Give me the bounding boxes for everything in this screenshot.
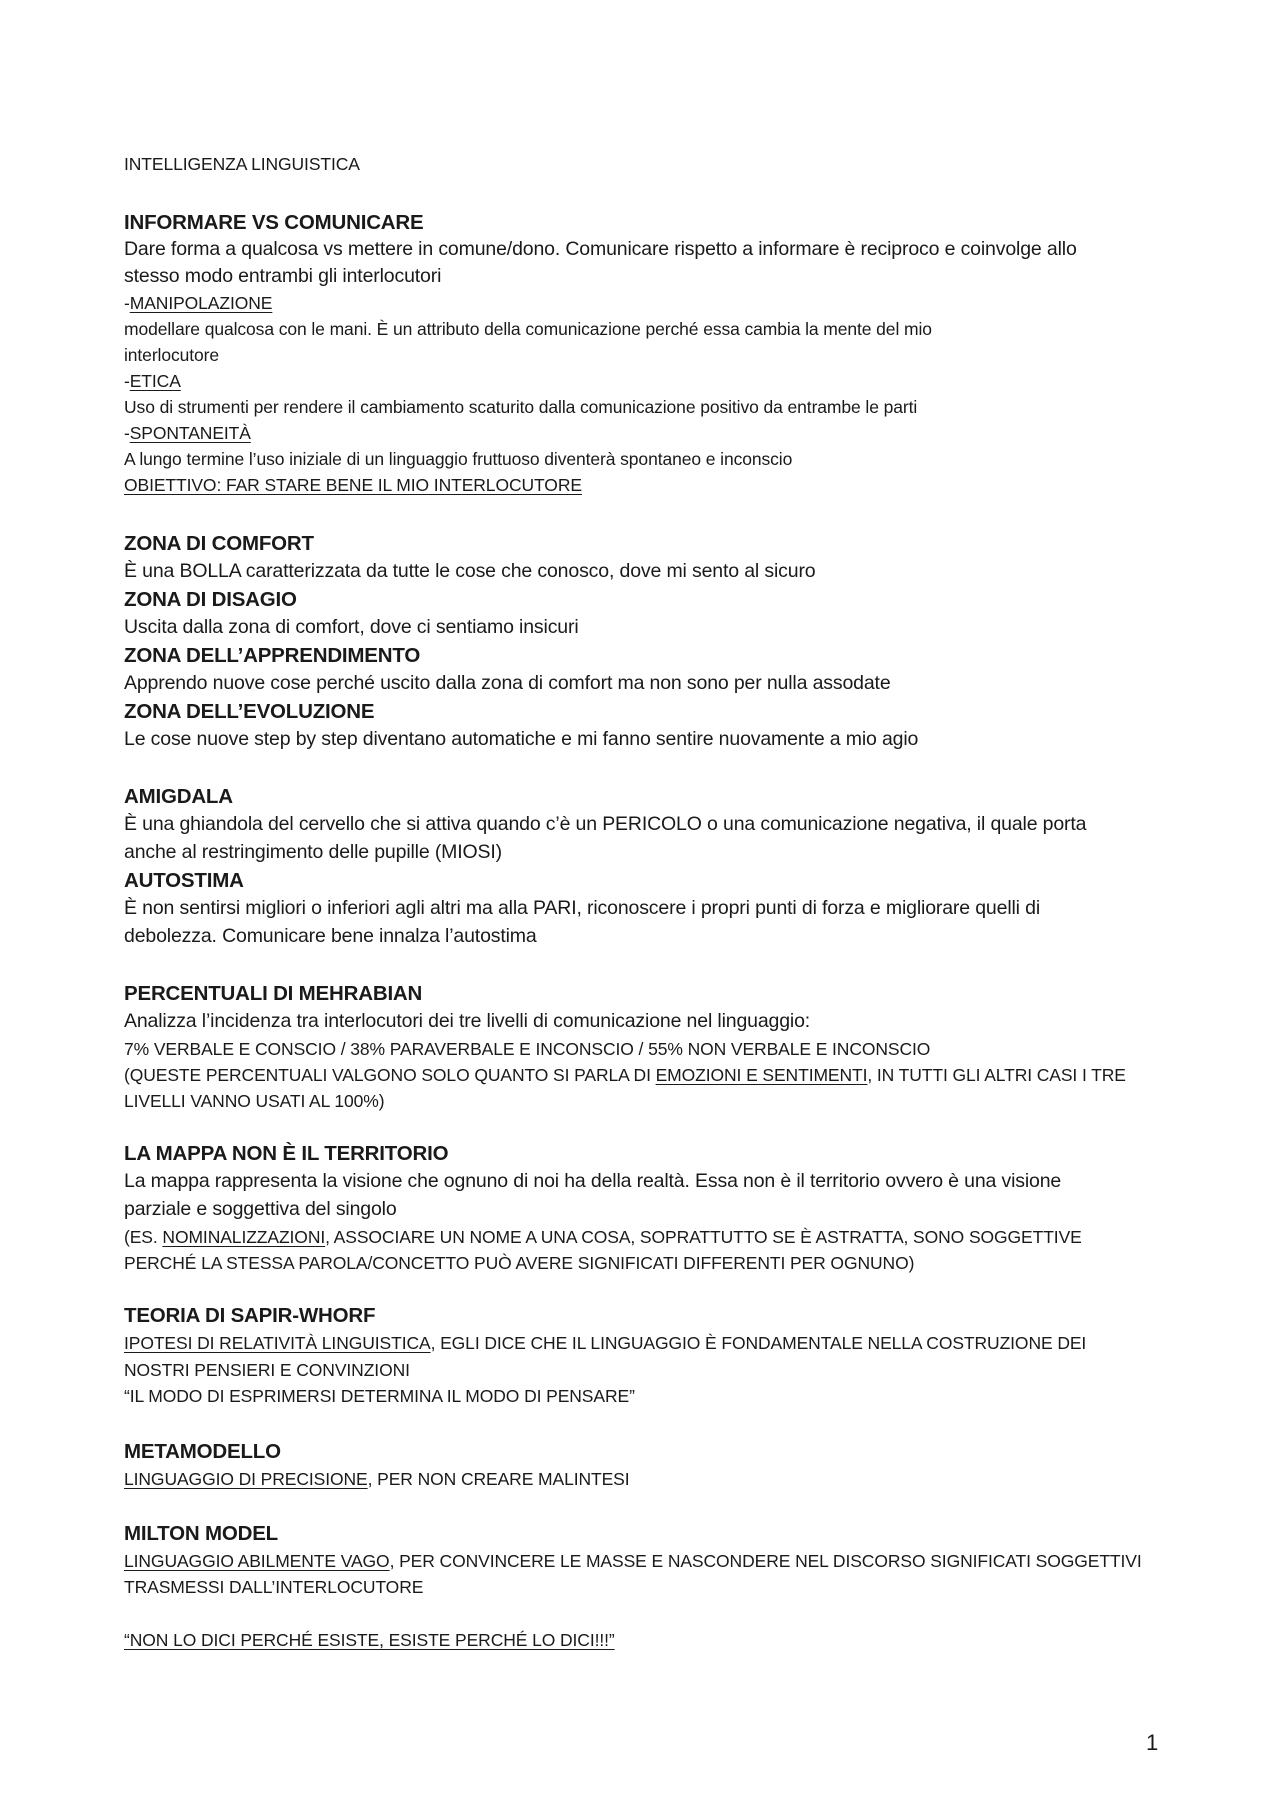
paragraph-line [124, 1333, 1086, 1354]
underlined-term: LINGUAGGIO ABILMENTE VAGO [124, 1551, 390, 1571]
heading-zona-apprendimento: ZONA DELL’APPRENDIMENTO [124, 644, 421, 667]
paragraph-line [124, 1227, 1082, 1248]
paragraph-line: Le cose nuove step by step diventano automatiche e mi fanno sentire nuovamente a mio agio [124, 728, 919, 750]
dash: - [124, 293, 130, 313]
underlined-term: ETICA [129, 371, 181, 391]
objective-line: OBIETTIVO: FAR STARE BENE IL MIO INTERLOCUTORE [124, 475, 582, 495]
underlined-term: NOMINALIZZAZIONI [162, 1227, 326, 1247]
heading-sapir-whorf: TEORIA DI SAPIR-WHORF [124, 1304, 376, 1327]
heading-informare: INFORMARE VS COMUNICARE [124, 211, 424, 234]
paragraph-line [124, 1065, 1126, 1086]
quote-line: “NON LO DICI PERCHÉ ESISTE, ESISTE PERCHÉ LO DICI!!!” [124, 1630, 615, 1650]
subheading-spontaneita [124, 423, 251, 444]
paragraph-line: LIVELLI VANNO USATI AL 100%) [124, 1091, 385, 1111]
document-title: INTELLIGENZA LINGUISTICA [124, 154, 360, 174]
text-span: (QUESTE PERCENTUALI VALGONO SOLO QUANTO SI PARLA DI [124, 1065, 656, 1085]
paragraph-line: anche al restringimento delle pupille (MIOSI) [124, 841, 503, 863]
heading-mehrabian: PERCENTUALI DI MEHRABIAN [124, 982, 423, 1005]
heading-zona-disagio: ZONA DI DISAGIO [124, 588, 297, 611]
paragraph-line: La mappa rappresenta la visione che ognuno di noi ha della realtà. Essa non è il territorio ovvero è una visione [124, 1170, 1062, 1192]
dash: - [124, 423, 130, 443]
page-number: 1 [1146, 1730, 1159, 1755]
paragraph-line [124, 1469, 630, 1490]
heading-milton-model: MILTON MODEL [124, 1522, 278, 1545]
subheading-etica [124, 371, 181, 392]
underlined-term: SPONTANEITÀ [129, 423, 251, 443]
paragraph-line: NOSTRI PENSIERI E CONVINZIONI [124, 1360, 410, 1380]
text-span: , ASSOCIARE UN NOME A UNA COSA, SOPRATTUTTO SE È ASTRATTA, SONO SOGGETTIVE [325, 1227, 1082, 1247]
paragraph-line: Uscita dalla zona di comfort, dove ci sentiamo insicuri [124, 616, 579, 638]
text-span: (ES. [124, 1227, 163, 1247]
paragraph-line: È non sentirsi migliori o inferiori agli altri ma alla PARI, riconoscere i propri punti di forza e migliorare quelli di [124, 897, 1041, 919]
heading-zona-evoluzione: ZONA DELL’EVOLUZIONE [124, 700, 375, 723]
paragraph-line: Uso di strumenti per rendere il cambiamento scaturito dalla comunicazione positivo da entrambe le parti [124, 397, 918, 417]
underlined-term: IPOTESI DI RELATIVITÀ LINGUISTICA [124, 1333, 431, 1353]
paragraph-line: È una BOLLA caratterizzata da tutte le cose che conosco, dove mi sento al sicuro [124, 560, 816, 582]
text-span: , EGLI DICE CHE IL LINGUAGGIO È FONDAMENTALE NELLA COSTRUZIONE DEI [430, 1333, 1087, 1353]
paragraph-line: debolezza. Comunicare bene innalza l’autostima [124, 925, 537, 947]
paragraph-line: Analizza l’incidenza tra interlocutori dei tre livelli di comunicazione nel linguaggio: [124, 1010, 811, 1032]
paragraph-line: A lungo termine l’uso iniziale di un linguaggio fruttuoso diventerà spontaneo e inconscio [124, 449, 793, 469]
text-span: , PER NON CREARE MALINTESI [367, 1469, 630, 1489]
quote-line: “IL MODO DI ESPRIMERSI DETERMINA IL MODO DI PENSARE” [124, 1386, 635, 1406]
paragraph-line: Apprendo nuove cose perché uscito dalla zona di comfort ma non sono per nulla assodate [124, 672, 891, 694]
heading-metamodello: METAMODELLO [124, 1440, 281, 1463]
heading-autostima: AUTOSTIMA [124, 869, 244, 892]
text-span: , IN TUTTI GLI ALTRI CASI I TRE [867, 1065, 1126, 1085]
heading-mappa: LA MAPPA NON È IL TERRITORIO [124, 1142, 449, 1165]
paragraph-line: parziale e soggettiva del singolo [124, 1198, 397, 1220]
underlined-term: MANIPOLAZIONE [129, 293, 273, 313]
subheading-manipolazione [124, 293, 272, 314]
paragraph-line: Dare forma a qualcosa vs mettere in comune/dono. Comunicare rispetto a informare è reciproco e coinvolge allo [124, 238, 1077, 260]
paragraph-line: PERCHÉ LA STESSA PAROLA/CONCETTO PUÒ AVERE SIGNIFICATI DIFFERENTI PER OGNUNO) [124, 1253, 915, 1273]
paragraph-line: TRASMESSI DALL’INTERLOCUTORE [124, 1577, 424, 1597]
text-span: , PER CONVINCERE LE MASSE E NASCONDERE NEL DISCORSO SIGNIFICATI SOGGETTIVI [389, 1551, 1142, 1571]
paragraph-line: 7% VERBALE E CONSCIO / 38% PARAVERBALE E INCONSCIO / 55% NON VERBALE E INCONSCIO [124, 1039, 931, 1059]
dash: - [124, 371, 130, 391]
paragraph-line: È una ghiandola del cervello che si attiva quando c’è un PERICOLO o una comunicazione negativa, il quale porta [124, 813, 1087, 835]
paragraph-line: modellare qualcosa con le mani. È un attributo della comunicazione perché essa cambia la mente del mio [124, 319, 932, 339]
underlined-term: EMOZIONI E SENTIMENTI [655, 1065, 868, 1085]
paragraph-line: interlocutore [124, 345, 220, 365]
heading-amigdala: AMIGDALA [124, 785, 233, 808]
heading-zona-comfort: ZONA DI COMFORT [124, 532, 314, 555]
underlined-term: LINGUAGGIO DI PRECISIONE [124, 1469, 368, 1489]
paragraph-line [124, 1551, 1142, 1572]
paragraph-line: stesso modo entrambi gli interlocutori [124, 265, 442, 287]
